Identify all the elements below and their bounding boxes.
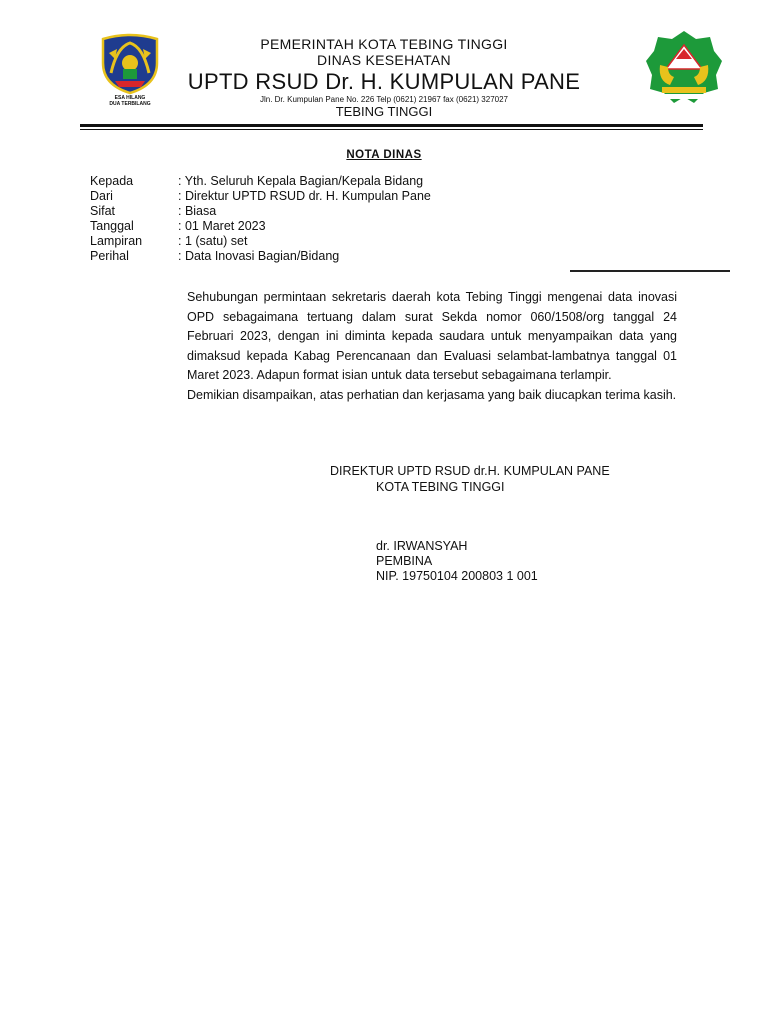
meta-label-tanggal: Tanggal: [90, 219, 134, 233]
header-department-line: DINAS KESEHATAN: [317, 52, 451, 68]
meta-label-dari: Dari: [90, 189, 113, 203]
meta-value-dari: : Direktur UPTD RSUD dr. H. Kumpulan Pane: [178, 189, 431, 203]
body-paragraph-2: Demikian disampaikan, atas perhatian dan kerjasama yang baik diucapkan terima kasih.: [187, 387, 677, 402]
signatory-rank: PEMBINA: [376, 554, 433, 568]
meta-label-sifat: Sifat: [90, 204, 116, 218]
meta-value-kepada: : Yth. Seluruh Kepala Bagian/Kepala Bidang: [178, 174, 424, 188]
meta-value-sifat: : Biasa: [178, 204, 217, 218]
letterhead-divider-thin: [80, 129, 703, 130]
document-title: [0, 149, 768, 161]
signature-title-line2: KOTA TEBING TINGGI: [376, 480, 505, 494]
meta-value-lampiran: : 1 (satu) set: [178, 234, 248, 248]
meta-divider-rule: [570, 270, 730, 272]
signatory-name: dr. IRWANSYAH: [376, 539, 468, 553]
letterhead-divider-thick: [80, 124, 703, 127]
logo-motto-line1: ESA HILANG: [114, 95, 146, 101]
meta-label-lampiran: Lampiran: [90, 234, 143, 248]
meta-value-perihal: : Data Inovasi Bagian/Bidang: [178, 249, 340, 263]
header-city: TEBING TINGGI: [335, 104, 433, 119]
meta-label-perihal: Perihal: [90, 249, 129, 263]
memo-body: [187, 288, 677, 405]
signature-title-line1: DIREKTUR UPTD RSUD dr.H. KUMPULAN PANE: [330, 464, 610, 478]
body-paragraph-1: Sehubungan permintaan sekretaris daerah kota Tebing Tinggi mengenai data inovasi OPD sebagaimana tertuang dalam surat Sekda nomor 060/1508/org tanggal 24 Februari 2023, dengan ini diminta kepada saudara untuk menyampaikan data yang dimaksud kepada Kabag Perencanaan dan Evaluasi selambat-lambatnya tanggal 01 Maret 2023. Adapun format isian untuk data tersebut sebagaimana terlampir.: [187, 290, 677, 382]
meta-label-kepada: Kepada: [90, 174, 134, 188]
header-institution-name: UPTD RSUD Dr. H. KUMPULAN PANE: [187, 69, 581, 94]
meta-value-tanggal: : 01 Maret 2023: [178, 219, 266, 233]
signatory-nip: NIP. 19750104 200803 1 001: [376, 569, 538, 583]
header-government-line: PEMERINTAH KOTA TEBING TINGGI: [260, 36, 508, 52]
logo-motto-line2: DUA TERBILANG: [109, 101, 151, 107]
header-address: Jln. Dr. Kumpulan Pane No. 226 Telp (0621) 21967 fax (0621) 327027: [259, 95, 509, 104]
document-title-text: NOTA DINAS: [346, 149, 422, 161]
